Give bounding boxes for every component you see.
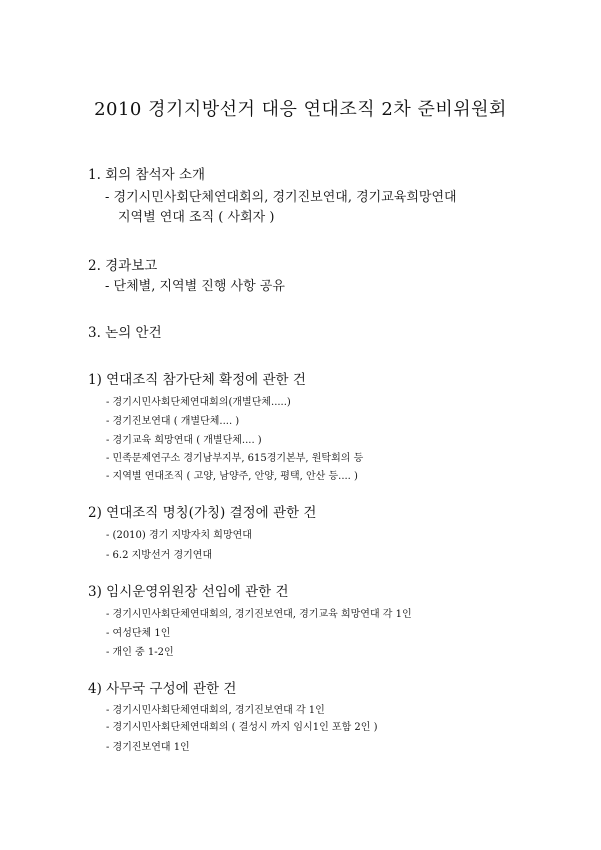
agenda-heading: 2) 연대조직 명칭(가칭) 결정에 관한 건	[88, 505, 317, 521]
document-title: 2010 경기지방선거 대응 연대조직 2차 준비위원회	[94, 99, 507, 120]
agenda-item: - (2010) 경기 지방자치 희망연대	[106, 530, 252, 541]
agenda-heading: 4) 사무국 구성에 관한 건	[88, 681, 237, 697]
agenda-item: - 경기시민사회단체연대회의, 경기진보연대, 경기교육 희망연대 각 1인	[106, 609, 412, 620]
agenda-heading: 3) 임시운영위원장 선임에 관한 건	[88, 584, 289, 600]
agenda-item: - 개인 중 1-2인	[106, 647, 174, 658]
agenda-item: - 지역별 연대조직 ( 고양, 남양주, 안양, 평택, 안산 등.... )	[106, 471, 358, 482]
section-heading: 3. 논의 안건	[88, 325, 162, 341]
section-heading: 1. 회의 참석자 소개	[88, 167, 206, 183]
agenda-item: - 경기시민사회단체연대회의, 경기진보연대 각 1인	[106, 705, 325, 716]
agenda-item: - 여성단체 1인	[106, 628, 171, 639]
agenda-item: - 6.2 지방선거 경기연대	[106, 550, 213, 561]
section-line: - 경기시민사회단체연대회의, 경기진보연대, 경기교육희망연대	[105, 190, 457, 205]
agenda-item: - 경기교육 희망연대 ( 개별단체.... )	[106, 435, 262, 446]
section-line: - 단체별, 지역별 진행 사항 공유	[105, 279, 285, 294]
section-line: 지역별 연대 조직 ( 사회자 )	[118, 210, 275, 225]
agenda-item: - 경기진보연대 ( 개별단체.... )	[106, 416, 240, 427]
agenda-item: - 경기진보연대 1인	[106, 742, 190, 753]
agenda-heading: 1) 연대조직 참가단체 확정에 관한 건	[88, 372, 306, 388]
agenda-item: - 경기시민사회단체연대회의(개별단체.....)	[106, 397, 291, 408]
agenda-item: - 경기시민사회단체연대회의 ( 결성시 까지 임시1인 포함 2인 )	[106, 722, 378, 733]
section-heading: 2. 경과보고	[88, 258, 158, 274]
agenda-item: - 민족문제연구소 경기남부지부, 615경기본부, 원탁회의 등	[106, 453, 364, 464]
